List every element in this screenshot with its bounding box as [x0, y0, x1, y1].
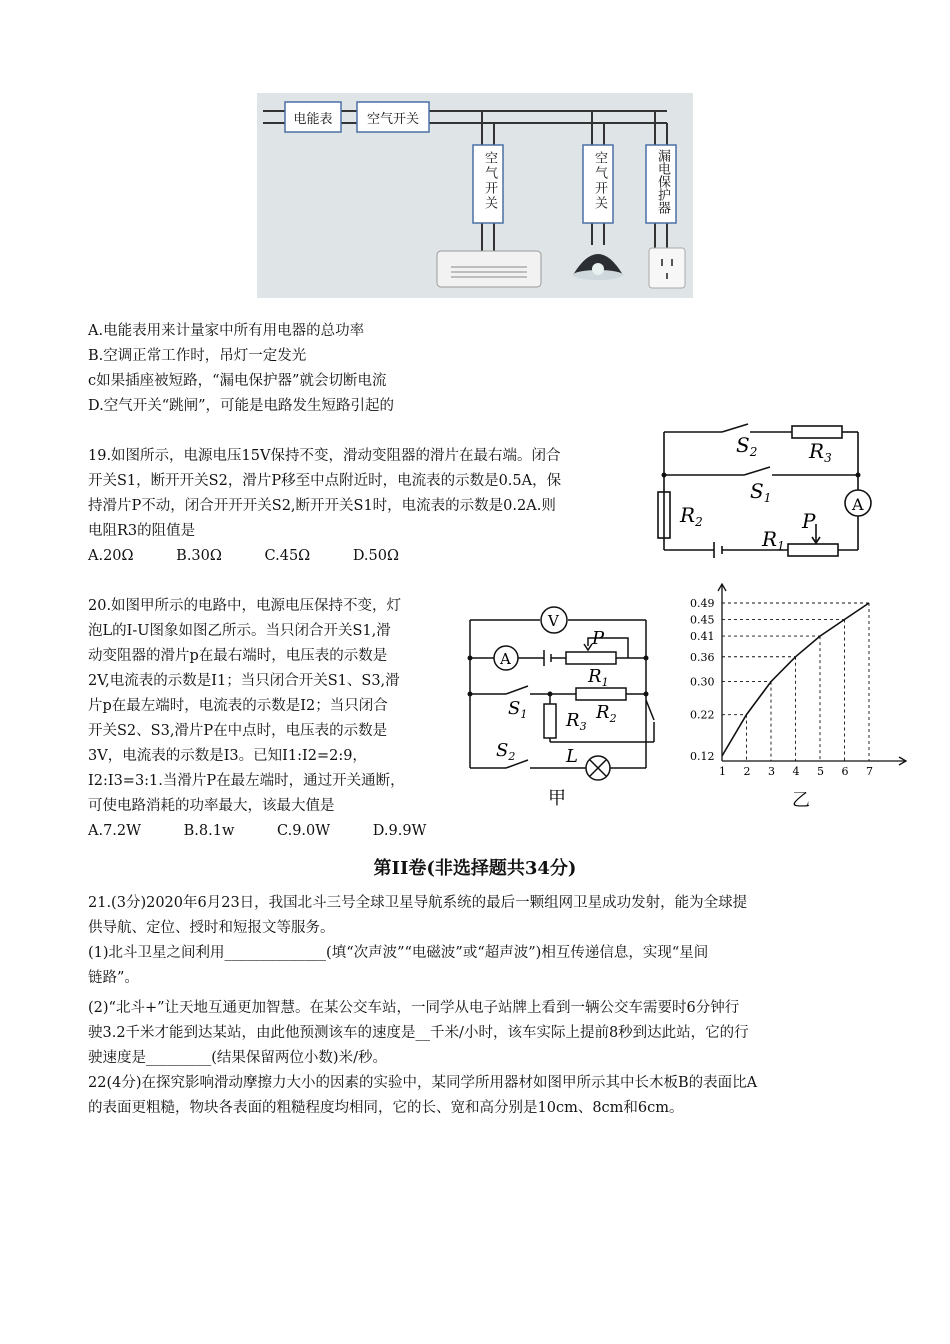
iu-curve — [722, 603, 869, 756]
q20-p-label: P — [592, 628, 605, 649]
x-tick-label: 1 — [719, 765, 726, 778]
q21-line: 供导航、定位、授时和短报文等服务。 — [88, 920, 335, 936]
y-tick-label: 0.41 — [690, 630, 715, 644]
q19-options — [88, 544, 437, 569]
y-tick-label: 0.49 — [690, 597, 715, 610]
q20-r1-rheostat — [566, 652, 616, 664]
q22-line: 的表面更粗糙，物块各表面的粗糙程度均相同，它的长、宽和高分别是10cm、8cm和6cm。 — [88, 1100, 684, 1116]
q22-line: 22(4分)在探究影响滑动摩擦力大小的因素的实验中，某同学所用器材如图甲所示其中长木板B的表面比A — [88, 1075, 758, 1091]
q20-line: 2V,电流表的示数是I1；当只闭合开关S1、S3,滑 — [88, 673, 400, 689]
q20-line: 可使电路消耗的功率最大，该最大值是 — [88, 798, 335, 814]
q18-option-a: A.电能表用来计量家中所有用电器的总功率 — [88, 323, 365, 339]
q18-option-d: D.空气开关“跳闸”，可能是电路发生短路引起的 — [88, 398, 395, 414]
q20-lamp-label: L — [566, 746, 578, 767]
q18-option-c: c如果插座被短路，“漏电保护器”就会切断电流 — [88, 373, 387, 389]
q19-line: 电阻R3的阻值是 — [88, 523, 196, 539]
x-tick-label: 2 — [743, 765, 751, 778]
q20-option-a: A.7.2W — [88, 823, 142, 839]
q20-s2-label: $S_2$ — [496, 740, 516, 763]
q20-r3-resistor — [544, 704, 556, 738]
q21-line: (1)北斗卫星之间利用______________(填“次声波”“电磁波”或“超声波”)相互传递信息，实现“星间 — [88, 945, 709, 961]
q20-line: I2:I3=3:1.当滑片P在最左端时，通过开关通断， — [88, 773, 405, 789]
q19-r3-resistor — [792, 426, 842, 438]
q20-option-d: D.9.9W — [372, 823, 427, 839]
q20-option-c: C.9.0W — [277, 823, 331, 839]
q20-s1-label: $S_1$ — [508, 698, 528, 721]
section-heading: 第II卷(非选择题共34分) — [373, 858, 577, 879]
household-circuit-figure — [257, 93, 693, 298]
q19-line: 19.如图所示，电源电压15V保持不变，滑动变阻器的滑片在最右端。闭合 — [88, 448, 561, 464]
q19-r2-label: $R_2$ — [680, 503, 703, 529]
pendant-lamp-icon — [573, 254, 623, 280]
q20-r1-label: $R_1$ — [588, 666, 609, 689]
y-tick-label: 0.30 — [690, 675, 715, 689]
q20-voltmeter-label: V — [548, 612, 559, 630]
q19-option-a: A.20Ω — [88, 548, 134, 564]
q20-options — [88, 819, 464, 844]
q20-jia-caption: 甲 — [548, 788, 566, 809]
q19-p-label: P — [802, 509, 816, 533]
q19-s2-label: $S_2$ — [736, 433, 758, 459]
q18-option-b: B.空调正常工作时，吊灯一定发光 — [88, 348, 307, 364]
y-tick-label: 0.22 — [690, 708, 715, 722]
q19-option-d: D.50Ω — [352, 548, 400, 564]
q21-line: 链路”。 — [88, 970, 139, 986]
q19-option-c: C.45Ω — [264, 548, 311, 564]
q20-line: 泡L的I-U图象如图乙所示。当只闭合开关S1,滑 — [88, 623, 391, 639]
q20-line: 片p在最左端时，电流表的示数是I2；当只闭合 — [88, 698, 388, 714]
q21-line: 驶3.2千米才能到达某站，由此他预测该车的速度是__千米/小时，该车实际上提前8秒到达此站，它的行 — [88, 1025, 749, 1041]
q20-option-b: B.8.1w — [183, 823, 235, 839]
q19-r1-rheostat — [788, 544, 838, 556]
q20-yi-caption: 乙 — [792, 790, 810, 810]
q20-line: 3V，电流表的示数是I3。已知I1:I2=2:9， — [88, 748, 367, 764]
q20-line: 动变阻器的滑片p在最右端时，电压表的示数是 — [88, 648, 388, 664]
q19-option-b: B.30Ω — [176, 548, 222, 564]
y-tick-label: 0.12 — [690, 750, 715, 763]
q20-r2-label: $R_2$ — [596, 702, 617, 725]
branch1-switch-label: 空气开关 — [482, 151, 497, 211]
q19-line: 持滑片P不动，闭合开开开关S2,断开开关S1时，电流表的示数是0.2A.则 — [88, 498, 556, 514]
x-tick-label: 7 — [866, 765, 873, 778]
q21-line: 驶速度是_________(结果保留两位小数)米/秒。 — [88, 1050, 387, 1066]
y-tick-label: 0.36 — [690, 650, 715, 664]
x-tick-label: 4 — [792, 765, 800, 778]
main-switch-label: 空气开关 — [366, 112, 419, 127]
q20-iu-chart — [684, 578, 914, 810]
q19-r3-label: $R_3$ — [809, 439, 832, 465]
socket-icon — [649, 248, 685, 288]
x-tick-label: 5 — [817, 765, 824, 778]
air-conditioner-icon — [437, 251, 541, 287]
q20-circuit-jia — [466, 600, 666, 812]
q20-ammeter-label: A — [500, 650, 511, 668]
q19-s1-label: $S_1$ — [750, 479, 772, 505]
q20-r3-label: $R_3$ — [566, 710, 587, 733]
meter-label: 电能表 — [293, 112, 333, 127]
protector-label: 漏电保护器 — [655, 149, 670, 214]
q19-circuit-figure — [652, 420, 878, 568]
x-tick-label: 6 — [841, 765, 849, 778]
q19-r1-label: $R_1$ — [762, 527, 785, 553]
q21-line: 21.(3分)2020年6月23日，我国北斗三号全球卫星导航系统的最后一颗组网卫星成功发射，能为全球提 — [88, 895, 748, 911]
y-tick-label: 0.45 — [690, 613, 715, 627]
branch2-switch-label: 空气开关 — [592, 151, 607, 211]
x-tick-label: 3 — [768, 765, 775, 778]
q20-line: 开关S2、S3,滑片P在中点时，电压表的示数是 — [88, 723, 388, 739]
q20-r2-resistor — [576, 688, 626, 700]
q20-line: 20.如图甲所示的电路中，电源电压保持不变，灯 — [88, 598, 402, 614]
q21-line: (2)“北斗+”让天地互通更加智慧。在某公交车站，一同学从电子站牌上看到一辆公交车需要时6分钟行 — [88, 1000, 740, 1016]
q19-line: 开关S1，断开开关S2，滑片P移至中点附近时，电流表的示数是0.5A，保 — [88, 473, 562, 489]
q19-ammeter-label: A — [852, 495, 864, 514]
